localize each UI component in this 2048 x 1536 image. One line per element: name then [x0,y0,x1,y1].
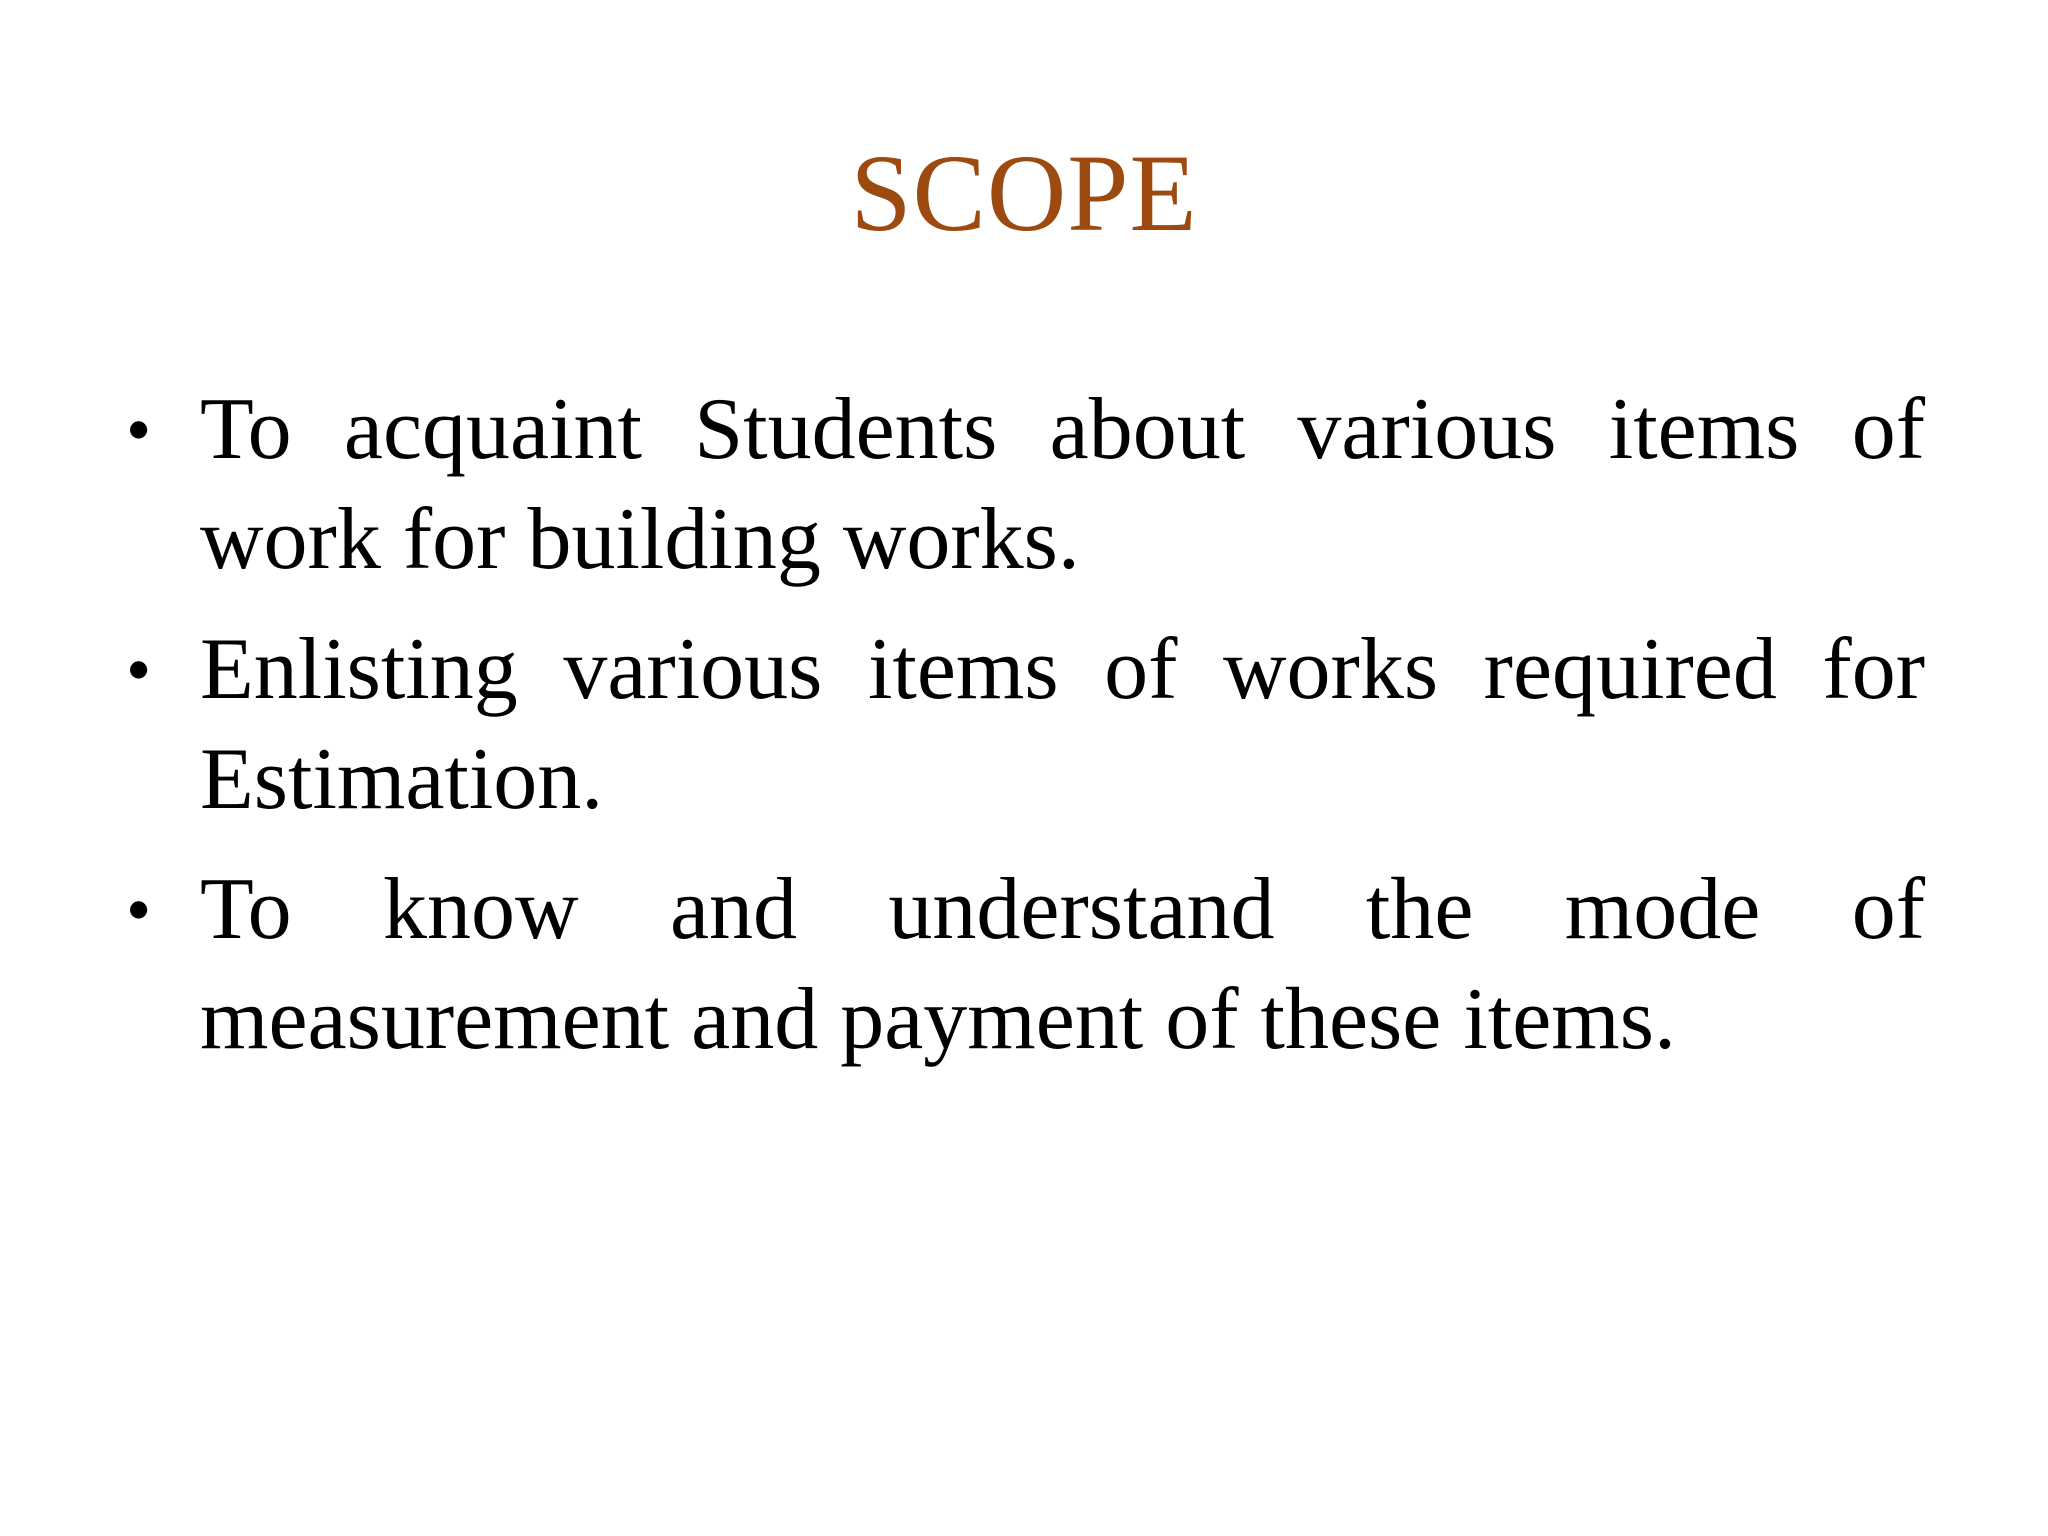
bullet-marker: • [126,630,152,710]
bullet-list [120,375,1925,1095]
bullet-text: To know and understand the mode of measurement and payment of these items. [200,861,1925,1068]
bullet-marker: • [126,390,152,470]
bullet-item [120,855,1925,1075]
bullet-text: To acquaint Students about various items of work for building works. [200,381,1925,588]
slide-title: SCOPE [850,132,1198,254]
bullet-marker: • [126,870,152,950]
bullet-item [120,375,1925,595]
bullet-text: Enlisting various items of works required for Estimation. [200,621,1925,828]
bullet-item [120,615,1925,835]
